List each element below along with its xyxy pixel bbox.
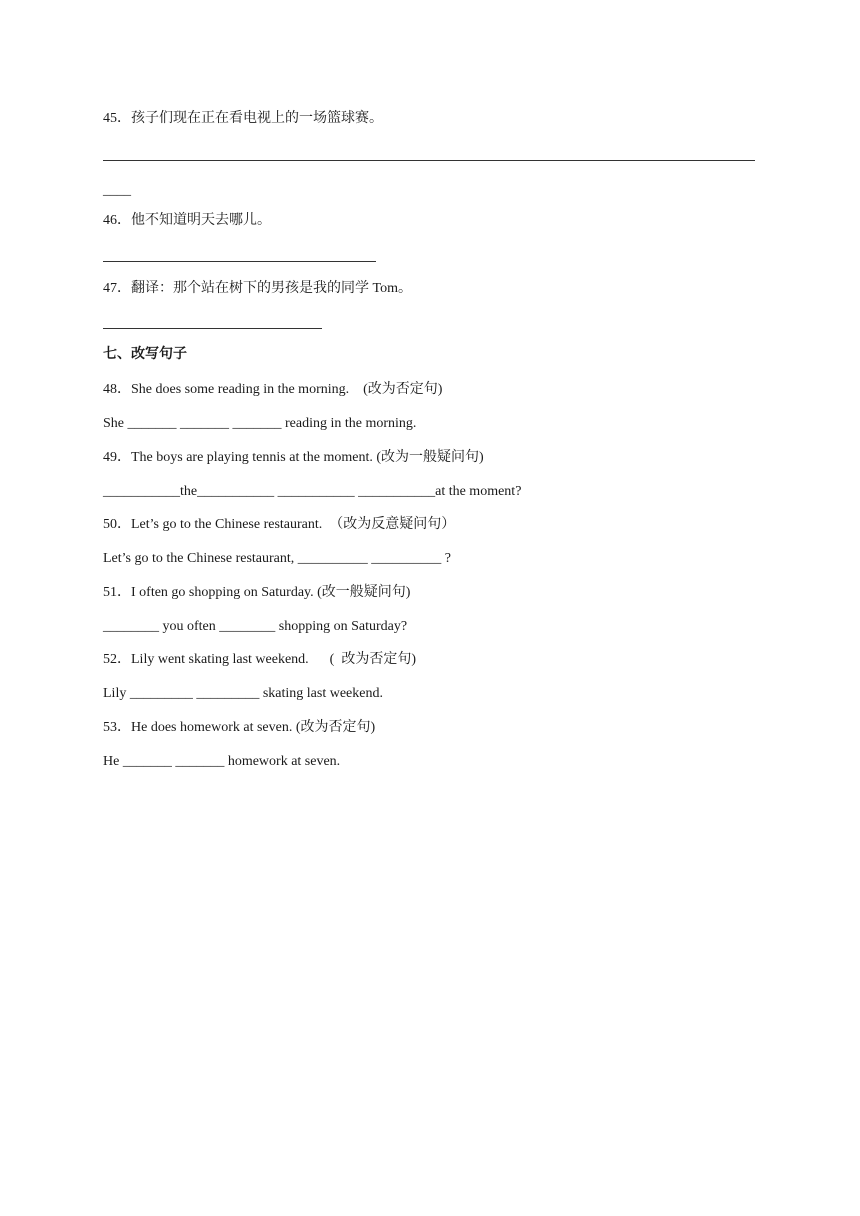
- answer-line-45[interactable]: [103, 160, 755, 161]
- question-45: 45．孩子们现在正在看电视上的一场篮球赛。: [103, 111, 383, 126]
- question-47: 47．翻译：那个站在树下的男孩是我的同学 Tom。: [103, 281, 412, 296]
- question-49: 49．The boys are playing tennis at the moment. (改为一般疑问句): [103, 450, 484, 465]
- question-46: 46．他不知道明天去哪儿。: [103, 213, 271, 228]
- question-51: 51．I often go shopping on Saturday. (改一般疑问句): [103, 585, 411, 600]
- answer-48: She _______ _______ _______ reading in the morning.: [103, 416, 417, 431]
- section-heading-rewrite: 七、改写句子: [103, 347, 187, 362]
- question-50: 50．Let’s go to the Chinese restaurant. （改为反意疑问句）: [103, 517, 456, 532]
- answer-line-46[interactable]: [103, 261, 376, 262]
- answer-line-47[interactable]: [103, 328, 322, 329]
- question-53: 53．He does homework at seven. (改为否定句): [103, 720, 376, 735]
- answer-53: He _______ _______ homework at seven.: [103, 754, 341, 769]
- answer-50: Let’s go to the Chinese restaurant, __________ __________ ?: [103, 551, 451, 566]
- answer-49: ___________the___________ ___________ ___________at the moment?: [103, 484, 522, 499]
- answer-51: ________ you often ________ shopping on Saturday?: [103, 619, 408, 634]
- question-48: 48．She does some reading in the morning. (改为否定句): [103, 382, 443, 397]
- answer-52: Lily _________ _________ skating last weekend.: [103, 686, 383, 701]
- question-52: 52．Lily went skating last weekend. ( 改为否定句): [103, 652, 417, 667]
- answer-line-45-continuation: ____: [103, 183, 131, 198]
